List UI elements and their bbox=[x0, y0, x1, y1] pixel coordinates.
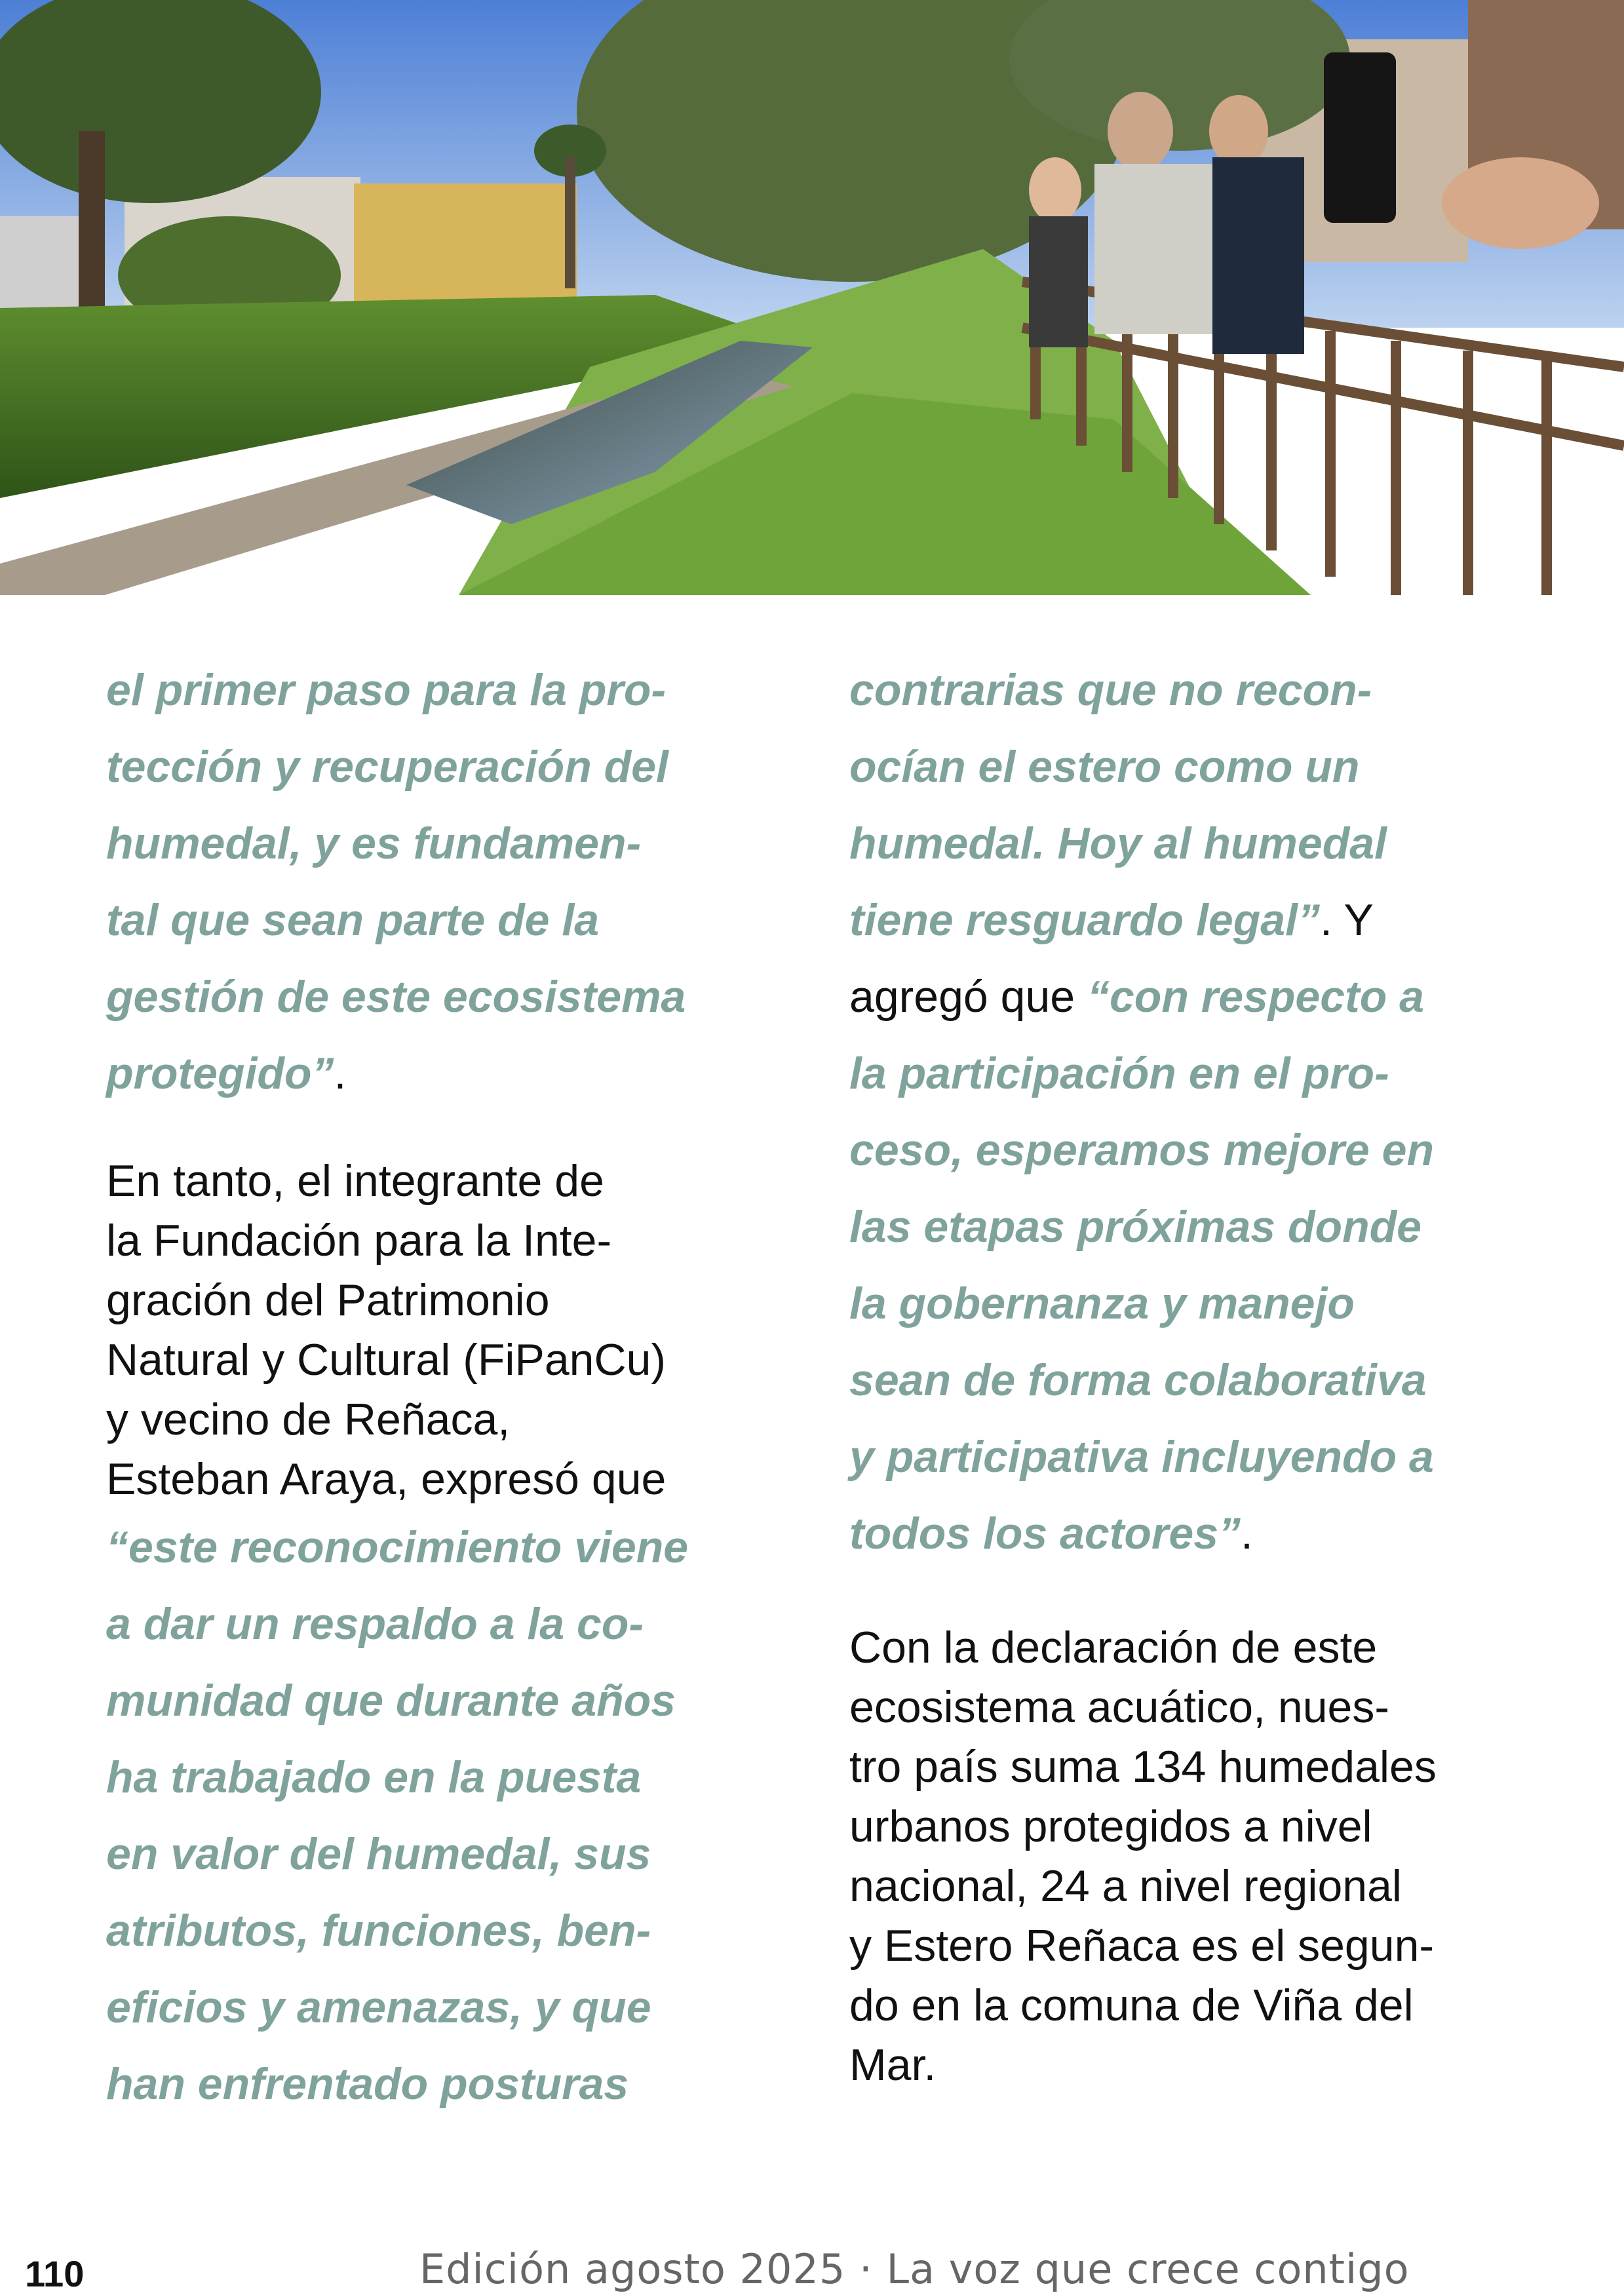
paragraph-line: nacional, 24 a nivel regional bbox=[849, 1861, 1402, 1911]
quote-3-line: la participación en el pro- bbox=[849, 1049, 1389, 1098]
right-column bbox=[849, 652, 1557, 2095]
quote-1-line: tal que sean parte de la bbox=[106, 895, 600, 945]
quote-1-tail: . bbox=[334, 1049, 347, 1098]
paragraph-line: Natural y Cultural (FiPanCu) bbox=[106, 1335, 667, 1385]
page-number: 110 bbox=[25, 2253, 85, 2294]
quote-3-line: las etapas próximas donde bbox=[849, 1202, 1421, 1252]
quote-cont-line: humedal. Hoy al humedal bbox=[849, 819, 1387, 868]
quote-2-line: atributos, funciones, ben- bbox=[106, 1906, 651, 1956]
quote-3-line: todos los actores” bbox=[849, 1509, 1241, 1558]
quote-2-line: a dar un respaldo a la co- bbox=[106, 1599, 644, 1649]
quote-2-line: en valor del humedal, sus bbox=[106, 1829, 651, 1879]
paragraph-line: do en la comuna de Viña del bbox=[849, 1980, 1414, 2030]
paragraph-line: Esteban Araya, expresó que bbox=[106, 1454, 667, 1504]
quote-2-line: ha trabajado en la puesta bbox=[106, 1752, 642, 1802]
paragraph-line: gración del Patrimonio bbox=[106, 1275, 550, 1325]
quote-1-line: protegido” bbox=[106, 1049, 334, 1098]
quote-3-line: la gobernanza y manejo bbox=[849, 1279, 1355, 1328]
quote-3-line: “con respecto a bbox=[1087, 972, 1424, 1022]
footer-edition-text: Edición agosto 2025 · La voz que crece contigo bbox=[419, 2245, 1410, 2293]
paragraph-fipancu bbox=[106, 1151, 814, 1509]
inline-text: agregó que bbox=[849, 972, 1087, 1022]
paragraph-line: ecosistema acuático, nues- bbox=[849, 1682, 1389, 1732]
paragraph-line: y vecino de Reñaca, bbox=[106, 1395, 511, 1444]
quote-3-line: sean de forma colaborativa bbox=[849, 1355, 1427, 1405]
quote-cont-line: ocían el estero como un bbox=[849, 742, 1360, 792]
quote-3-line: y participativa incluyendo a bbox=[849, 1432, 1434, 1482]
quote-1-line: tección y recuperación del bbox=[106, 742, 668, 792]
paragraph-declaration bbox=[849, 1618, 1557, 2095]
paragraph-line: Mar. bbox=[849, 2040, 937, 2090]
quote-cont-line: contrarias que no recon- bbox=[849, 665, 1372, 715]
quote-2-line: han enfrentado posturas bbox=[106, 2059, 629, 2109]
quote-2 bbox=[106, 1509, 814, 2123]
paragraph-line: Con la declaración de este bbox=[849, 1623, 1378, 1672]
quote-1 bbox=[106, 652, 814, 1112]
paragraph-line: urbanos protegidos a nivel bbox=[849, 1802, 1372, 1851]
left-column bbox=[106, 652, 814, 2123]
paragraph-line: En tanto, el integrante de bbox=[106, 1156, 604, 1206]
quote-3-tail: . bbox=[1241, 1509, 1253, 1558]
header-photo bbox=[0, 0, 1624, 595]
quote-1-line: gestión de este ecosistema bbox=[106, 972, 686, 1022]
quote-2-line: “este reconocimiento viene bbox=[106, 1522, 689, 1572]
inline-text: . Y bbox=[1319, 895, 1374, 945]
paragraph-line: tro país suma 134 humedales bbox=[849, 1742, 1437, 1792]
quote-1-line: el primer paso para la pro- bbox=[106, 665, 667, 715]
quote-3-line: ceso, esperamos mejore en bbox=[849, 1125, 1435, 1175]
paragraph-line: y Estero Reñaca es el segun- bbox=[849, 1921, 1435, 1971]
quote-cont-line: tiene resguardo legal” bbox=[849, 895, 1320, 945]
quote-2-continued bbox=[849, 652, 1557, 1572]
paragraph-line: la Fundación para la Inte- bbox=[106, 1216, 612, 1265]
quote-2-line: munidad que durante años bbox=[106, 1676, 676, 1726]
quote-1-line: humedal, y es fundamen- bbox=[106, 819, 642, 868]
quote-2-line: eficios y amenazas, y que bbox=[106, 1982, 651, 2032]
